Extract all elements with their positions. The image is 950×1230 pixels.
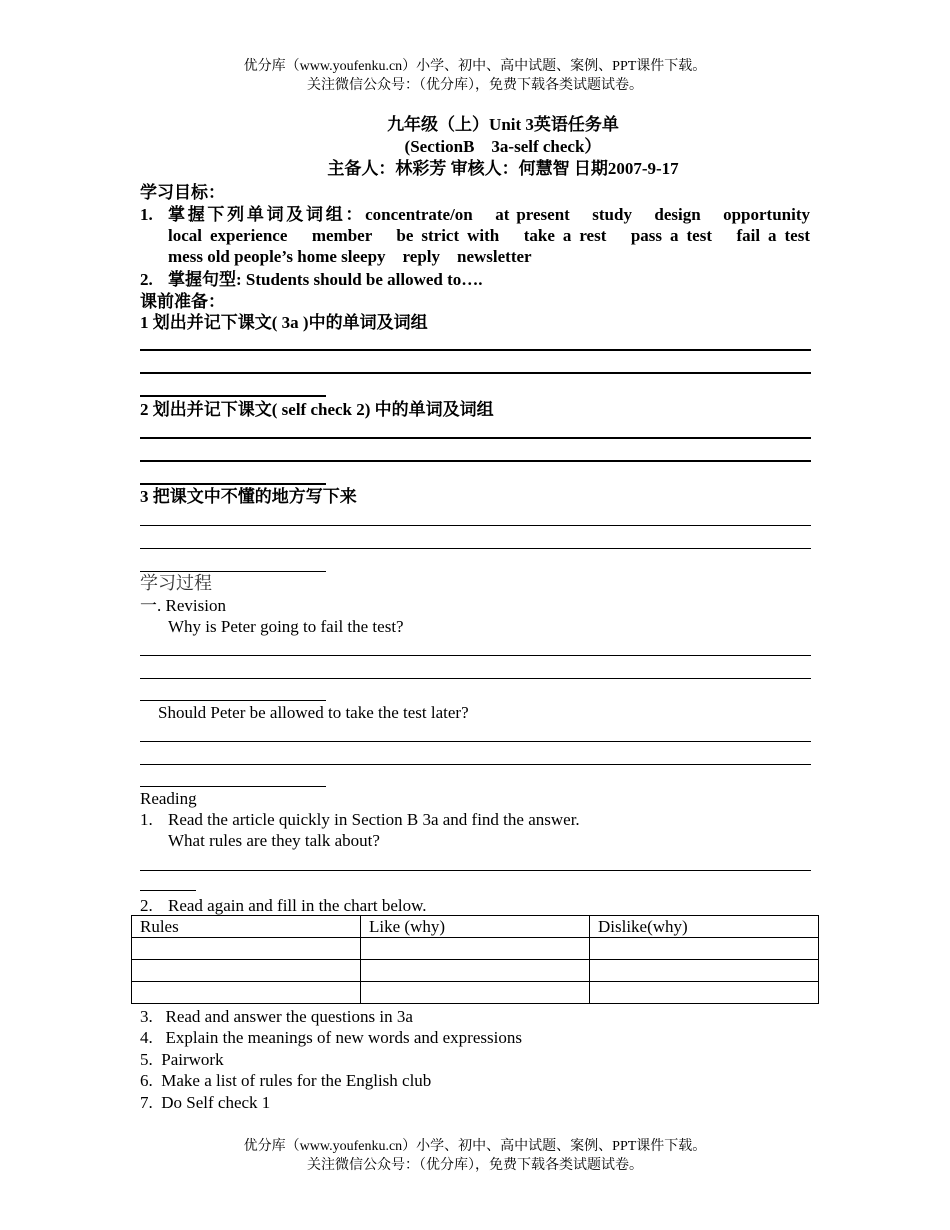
objective-1-line-1: 掌握下列单词及词组：concentrate/on at present study design opportunity: [168, 205, 810, 224]
answer-line[interactable]: [140, 548, 811, 549]
reading-step-2-number: 2.: [140, 896, 153, 915]
document-title: 九年级（上）Unit 3英语任务单: [387, 115, 619, 134]
reading-step-5: 5. Pairwork: [140, 1050, 224, 1069]
answer-line[interactable]: [140, 786, 326, 787]
preparation-task-1: 1 划出并记下课文( 3a )中的单词及词组: [140, 313, 428, 332]
reading-step-7: 7. Do Self check 1: [140, 1093, 271, 1112]
answer-line[interactable]: [140, 655, 811, 656]
chart-header-row: [132, 916, 819, 938]
reading-step-1-text: Read the article quickly in Section B 3a and find the answer.: [168, 810, 580, 829]
answer-line[interactable]: [140, 741, 811, 742]
answer-line[interactable]: [140, 571, 326, 572]
page-header-line-1: 优分库（www.youfenku.cn）小学、初中、高中试题、案例、PPT课件下载。: [243, 59, 707, 74]
chart-cell[interactable]: [132, 960, 361, 982]
answer-line[interactable]: [140, 890, 196, 891]
answer-line[interactable]: [140, 678, 811, 679]
answer-line[interactable]: [140, 483, 326, 485]
preparation-task-3: 3 把课文中不懂的地方写下来: [140, 487, 357, 506]
reading-step-2-text: Read again and fill in the chart below.: [168, 896, 427, 915]
objective-1-line-3: mess old people’s home sleepy reply newsletter: [168, 247, 532, 266]
chart-header-dislike: Dislike(why): [590, 916, 819, 938]
answer-line[interactable]: [140, 460, 811, 462]
chart-header-rules: Rules: [132, 916, 361, 938]
revision-heading: 一. Revision: [140, 596, 226, 615]
answer-line[interactable]: [140, 372, 811, 374]
answer-line[interactable]: [140, 437, 811, 439]
reading-step-4: 4. Explain the meanings of new words and expressions: [140, 1028, 522, 1047]
chart-cell[interactable]: [361, 982, 590, 1004]
chart-cell[interactable]: [590, 982, 819, 1004]
chart-cell[interactable]: [590, 960, 819, 982]
table-row: [132, 938, 819, 960]
reading-heading: Reading: [140, 789, 197, 808]
page-footer-line-1: 优分库（www.youfenku.cn）小学、初中、高中试题、案例、PPT课件下载。: [243, 1139, 707, 1154]
chart-cell[interactable]: [361, 938, 590, 960]
revision-question-1: Why is Peter going to fail the test?: [168, 617, 404, 636]
preparation-heading: 课前准备：: [140, 292, 225, 311]
reading-step-1-number: 1.: [140, 810, 153, 829]
document-authors: 主备人：林彩芳 审核人：何慧智 日期2007-9-17: [327, 159, 679, 178]
chart-cell[interactable]: [132, 938, 361, 960]
chart-header-like: Like (why): [361, 916, 590, 938]
table-row: [132, 982, 819, 1004]
answer-line[interactable]: [140, 700, 326, 701]
objectives-heading: 学习目标：: [140, 183, 225, 202]
chart-cell[interactable]: [132, 982, 361, 1004]
reading-step-1-question: What rules are they talk about?: [168, 831, 380, 850]
page-footer-line-2: 关注微信公众号：（优分库），免费下载各类试题试卷。: [307, 1158, 643, 1173]
chart-cell[interactable]: [590, 938, 819, 960]
answer-line[interactable]: [140, 395, 326, 397]
reading-step-6: 6. Make a list of rules for the English club: [140, 1071, 432, 1090]
objective-1-number: 1.: [140, 205, 153, 224]
reading-step-3: 3. Read and answer the questions in 3a: [140, 1007, 413, 1026]
preparation-task-2: 2 划出并记下课文( self check 2) 中的单词及词组: [140, 400, 494, 419]
objective-1-line-2: local experience member be strict with take a rest pass a test fail a test: [168, 226, 810, 245]
objective-2-text: 掌握句型: Students should be allowed to….: [168, 270, 483, 289]
objective-2-number: 2.: [140, 270, 153, 289]
rules-chart: [131, 915, 819, 1004]
document-subtitle: (SectionB 3a-self check）: [404, 137, 602, 156]
answer-line[interactable]: [140, 349, 811, 351]
answer-line[interactable]: [140, 870, 811, 871]
chart-cell[interactable]: [361, 960, 590, 982]
answer-line[interactable]: [140, 525, 811, 526]
table-row: [132, 960, 819, 982]
process-heading: 学习过程: [140, 573, 212, 593]
page-header-line-2: 关注微信公众号：（优分库），免费下载各类试题试卷。: [307, 78, 643, 93]
revision-question-2: Should Peter be allowed to take the test later?: [158, 703, 469, 722]
answer-line[interactable]: [140, 764, 811, 765]
